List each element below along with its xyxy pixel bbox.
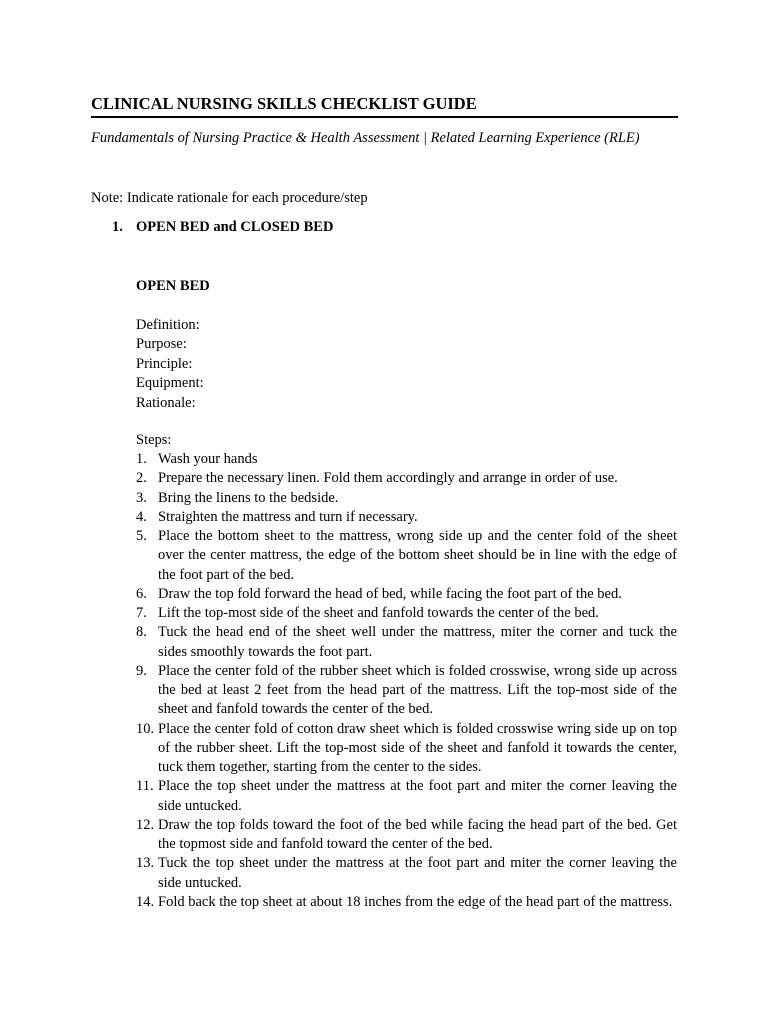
step-text: Fold back the top sheet at about 18 inches from the edge of the head part of the mattress. [158,893,673,910]
step-text: Place the top sheet under the mattress at the foot part and miter the corner leaving the side untucked. [158,778,677,814]
step-item [136,816,677,855]
step-item [136,854,677,893]
step-number: 9. [136,662,147,679]
section-number: 1. [112,219,123,235]
step-number: 10. [136,720,155,737]
step-number: 2. [136,470,147,487]
field-list [136,316,204,413]
step-number: 8. [136,624,147,641]
step-item [136,893,677,912]
page-title: CLINICAL NURSING SKILLS CHECKLIST GUIDE [91,94,678,118]
section-title: OPEN BED and CLOSED BED [136,219,334,235]
step-text: Bring the linens to the bedside. [158,489,339,506]
step-number: 7. [136,605,147,621]
step-text: Straighten the mattress and turn if necessary. [158,508,418,525]
step-number: 14. [136,893,155,910]
step-text: Place the bottom sheet to the mattress, wrong side up and the center fold of the sheet over the center mattress, the edge of the bottom sheet should be in line with the edge of the foot part of the bed. [158,528,677,583]
field-definition: Definition: [136,317,200,333]
step-text: Tuck the top sheet under the mattress at the foot part and miter the corner leaving the side untucked. [158,855,677,891]
field-purpose: Purpose: [136,336,187,353]
step-item [136,623,677,662]
step-item [136,777,677,816]
step-text: Tuck the head end of the sheet well under the mattress, miter the corner and tuck the sides smoothly towards the foot part. [158,624,677,660]
step-text: Wash your hands [158,451,258,467]
step-item [136,469,677,488]
step-text: Place the center fold of cotton draw sheet which is folded crosswise wring side up on top of the rubber sheet. Lift the top-most side of the sheet and fanfold it towards the center, tuck them together, starting from the center to the sides. [158,720,677,775]
step-number: 12. [136,816,155,833]
step-item [136,489,677,508]
step-number: 11. [136,778,154,795]
step-number: 5. [136,528,147,544]
step-item [136,585,677,604]
steps-label: Steps: [136,432,172,448]
step-number: 13. [136,855,155,872]
step-item [136,720,677,778]
step-item [136,662,677,720]
step-text: Draw the top folds toward the foot of the bed while facing the head part of the bed. Get the topmost side and fanfold toward the center of the bed. [158,816,677,852]
section-heading [112,218,333,236]
step-number: 6. [136,585,147,602]
step-number: 4. [136,508,147,525]
field-equipment: Equipment: [136,375,204,392]
step-text: Prepare the necessary linen. Fold them accordingly and arrange in order of use. [158,470,618,487]
page-subtitle: Fundamentals of Nursing Practice & Health Assessment | Related Learning Experience (RLE) [91,130,640,146]
subsection-heading: OPEN BED [136,278,210,294]
steps-list [136,450,677,912]
step-number: 3. [136,489,147,506]
step-item [136,450,677,469]
instruction-note: Note: Indicate rationale for each procedure/step [91,190,368,206]
field-rationale: Rationale: [136,394,196,411]
step-text: Draw the top fold forward the head of bed, while facing the foot part of the bed. [158,585,622,602]
step-item [136,604,677,623]
step-text: Place the center fold of the rubber sheet which is folded crosswise, wrong side up across the bed at least 2 feet from the head part of the mattress. Lift the top-most side of the sheet and fanfold towards the center of the bed. [158,662,677,718]
step-item [136,508,677,527]
step-number: 1. [136,451,147,467]
step-item [136,527,677,585]
step-text: Lift the top-most side of the sheet and fanfold towards the center of the bed. [158,605,599,621]
field-principle: Principle: [136,355,193,372]
